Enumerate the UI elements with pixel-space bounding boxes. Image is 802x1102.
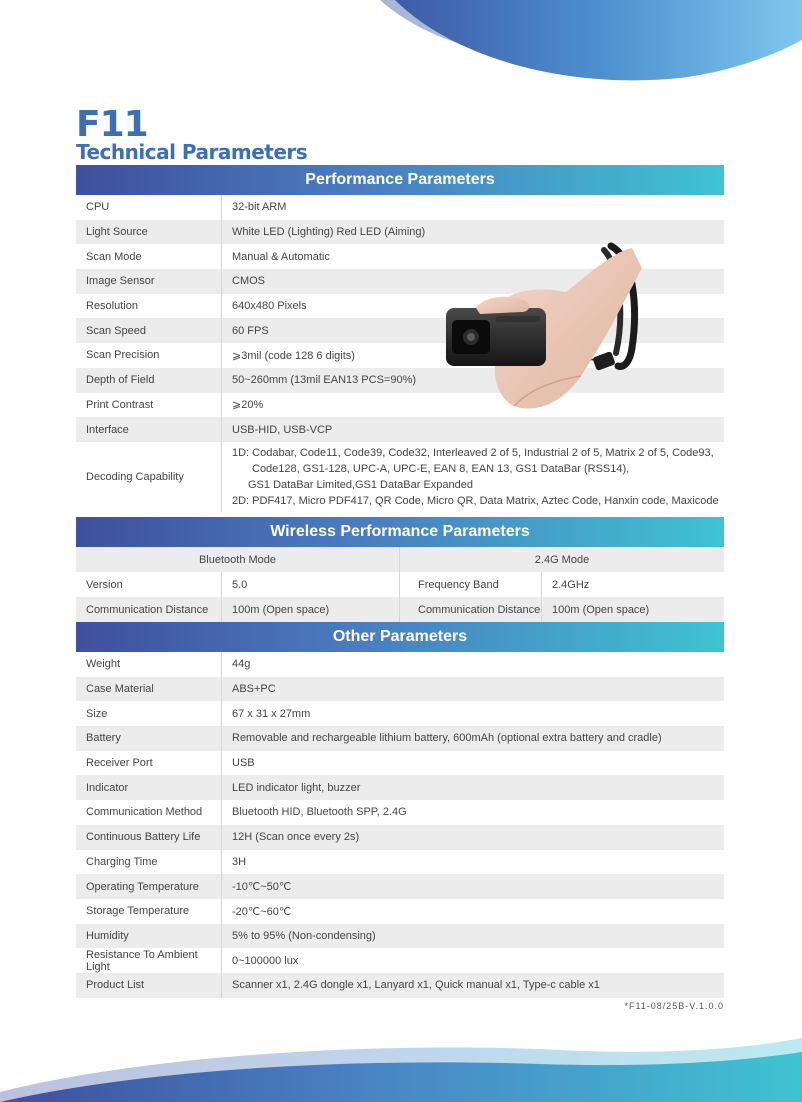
spec-key: Charging Time: [76, 850, 222, 875]
bluetooth-mode-label: Bluetooth Mode: [198, 553, 277, 566]
spec-key: Resistance To Ambient Light: [76, 948, 222, 973]
frequency-band-value: 2.4GHz: [552, 578, 590, 591]
spec-value: 0~100000 lux: [232, 954, 299, 967]
24g-mode-label: 2.4G Mode: [534, 553, 590, 566]
spec-key: Storage Temperature: [76, 899, 222, 924]
spec-value: 3H: [232, 855, 247, 868]
spec-row-communication-method: [76, 800, 724, 825]
spec-value: [222, 442, 724, 512]
spec-row-resistance-to-ambient-light: [76, 948, 724, 973]
spec-value: USB-HID, USB-VCP: [232, 423, 333, 436]
spec-row-receiver-port: [76, 751, 724, 776]
wireless-row-distance: [76, 597, 724, 622]
spec-value: 5% to 95% (Non-condensing): [232, 929, 376, 942]
spec-value: Bluetooth HID, Bluetooth SPP, 2.4G: [232, 806, 407, 819]
spec-value: -20℃~60℃: [232, 905, 292, 918]
spec-value: Removable and rechargeable lithium battery, 600mAh (optional extra battery and cradle): [232, 732, 662, 745]
spec-key: Interface: [76, 417, 222, 442]
spec-row-indicator: [76, 775, 724, 800]
spec-key: Light Source: [76, 220, 222, 245]
spec-value: 12H (Scan once every 2s): [232, 831, 360, 844]
other-header: Other Parameters: [76, 622, 724, 652]
spec-row-decoding-capability: [76, 442, 724, 512]
spec-row-operating-temperature: [76, 874, 724, 899]
spec-key: Battery: [76, 726, 222, 751]
frequency-band-key: Frequency Band: [400, 572, 542, 597]
performance-header: Performance Parameters: [76, 165, 724, 195]
model-name: F11: [76, 104, 148, 145]
spec-value: LED indicator light, buzzer: [232, 781, 361, 794]
spec-value: 50~260mm (13mil EAN13 PCS=90%): [232, 374, 417, 387]
spec-value: 67 x 31 x 27mm: [232, 707, 311, 720]
spec-key: Depth of Field: [76, 368, 222, 393]
spec-value: ⩾3mil (code 128 6 digits): [232, 349, 355, 362]
spec-row-case-material: [76, 677, 724, 702]
top-wave-decoration: [0, 0, 802, 110]
spec-key: Continuous Battery Life: [76, 825, 222, 850]
distance-value-bt: 100m (Open space): [232, 603, 330, 616]
spec-row-battery: [76, 726, 724, 751]
document-subtitle: Technical Parameters: [76, 140, 308, 164]
spec-value: 44g: [232, 658, 251, 671]
spec-row-weight: [76, 652, 724, 677]
spec-key: Operating Temperature: [76, 874, 222, 899]
spec-key: Scan Precision: [76, 343, 222, 368]
decoding-line-2d: 2D: PDF417, Micro PDF417, QR Code, Micro QR, Data Matrix, Aztec Code, Hanxin code, Maxicode: [232, 494, 719, 507]
decoding-line-1d: 1D: Codabar, Code11, Code39, Code32, Interleaved 2 of 5, Industrial 2 of 5, Matrix 2 of 5, Code93,: [232, 446, 714, 459]
spec-value: 640x480 Pixels: [232, 300, 307, 313]
spec-row-product-list: [76, 973, 724, 998]
spec-row-size: [76, 701, 724, 726]
spec-row-continuous-battery-life: [76, 825, 724, 850]
spec-key: Resolution: [76, 294, 222, 319]
spec-key: Size: [76, 701, 222, 726]
spec-value: -10℃~50℃: [232, 881, 292, 894]
spec-row-storage-temperature: [76, 899, 724, 924]
wireless-mode-row: [76, 547, 724, 572]
spec-key: Print Contrast: [76, 393, 222, 418]
other-parameters-table: [76, 622, 724, 998]
spec-value: CMOS: [232, 275, 265, 288]
wireless-parameters-table: [76, 517, 724, 622]
decoding-line-1d-cont2: GS1 DataBar Limited,GS1 DataBar Expanded: [248, 478, 474, 491]
spec-key: Indicator: [76, 775, 222, 800]
spec-value: Manual & Automatic: [232, 250, 330, 263]
spec-value: USB: [232, 757, 255, 770]
wireless-row-version: [76, 572, 724, 597]
spec-key: Humidity: [76, 924, 222, 949]
spec-value: White LED (Lighting) Red LED (Aiming): [232, 226, 426, 239]
document-code: *F11-08/25B-V.1.0.0: [624, 1001, 724, 1011]
spec-key: Scan Mode: [76, 244, 222, 269]
spec-row-interface: [76, 417, 724, 442]
spec-value: ⩾20%: [232, 399, 264, 412]
spec-key: Case Material: [76, 677, 222, 702]
bottom-wave-decoration: [0, 1032, 802, 1102]
spec-row-humidity: [76, 924, 724, 949]
spec-key: Receiver Port: [76, 751, 222, 776]
spec-value: Scanner x1, 2.4G dongle x1, Lanyard x1, Quick manual x1, Type-c cable x1: [232, 979, 600, 992]
spec-key: Scan Speed: [76, 318, 222, 343]
spec-row-charging-time: [76, 850, 724, 875]
spec-key: Decoding Capability: [76, 442, 222, 512]
distance-value-24g: 100m (Open space): [552, 603, 650, 616]
distance-key-24g: Communication Distance: [400, 597, 542, 622]
distance-key-bt: Communication Distance: [76, 597, 222, 622]
spec-key: Image Sensor: [76, 269, 222, 294]
spec-key: Communication Method: [76, 800, 222, 825]
version-value: 5.0: [232, 578, 248, 591]
decoding-line-1d-cont: Code128, GS1-128, UPC-A, UPC-E, EAN 8, EAN 13, GS1 DataBar (RSS14),: [252, 462, 630, 475]
spec-key: CPU: [76, 195, 222, 220]
spec-key: Weight: [76, 652, 222, 677]
spec-value: 60 FPS: [232, 324, 269, 337]
spec-key: Product List: [76, 973, 222, 998]
spec-value: 32-bit ARM: [232, 201, 287, 214]
product-photo: [436, 238, 646, 414]
spec-value: ABS+PC: [232, 683, 276, 696]
version-key: Version: [76, 572, 222, 597]
spec-row-cpu: [76, 195, 724, 220]
wireless-header: Wireless Performance Parameters: [76, 517, 724, 547]
